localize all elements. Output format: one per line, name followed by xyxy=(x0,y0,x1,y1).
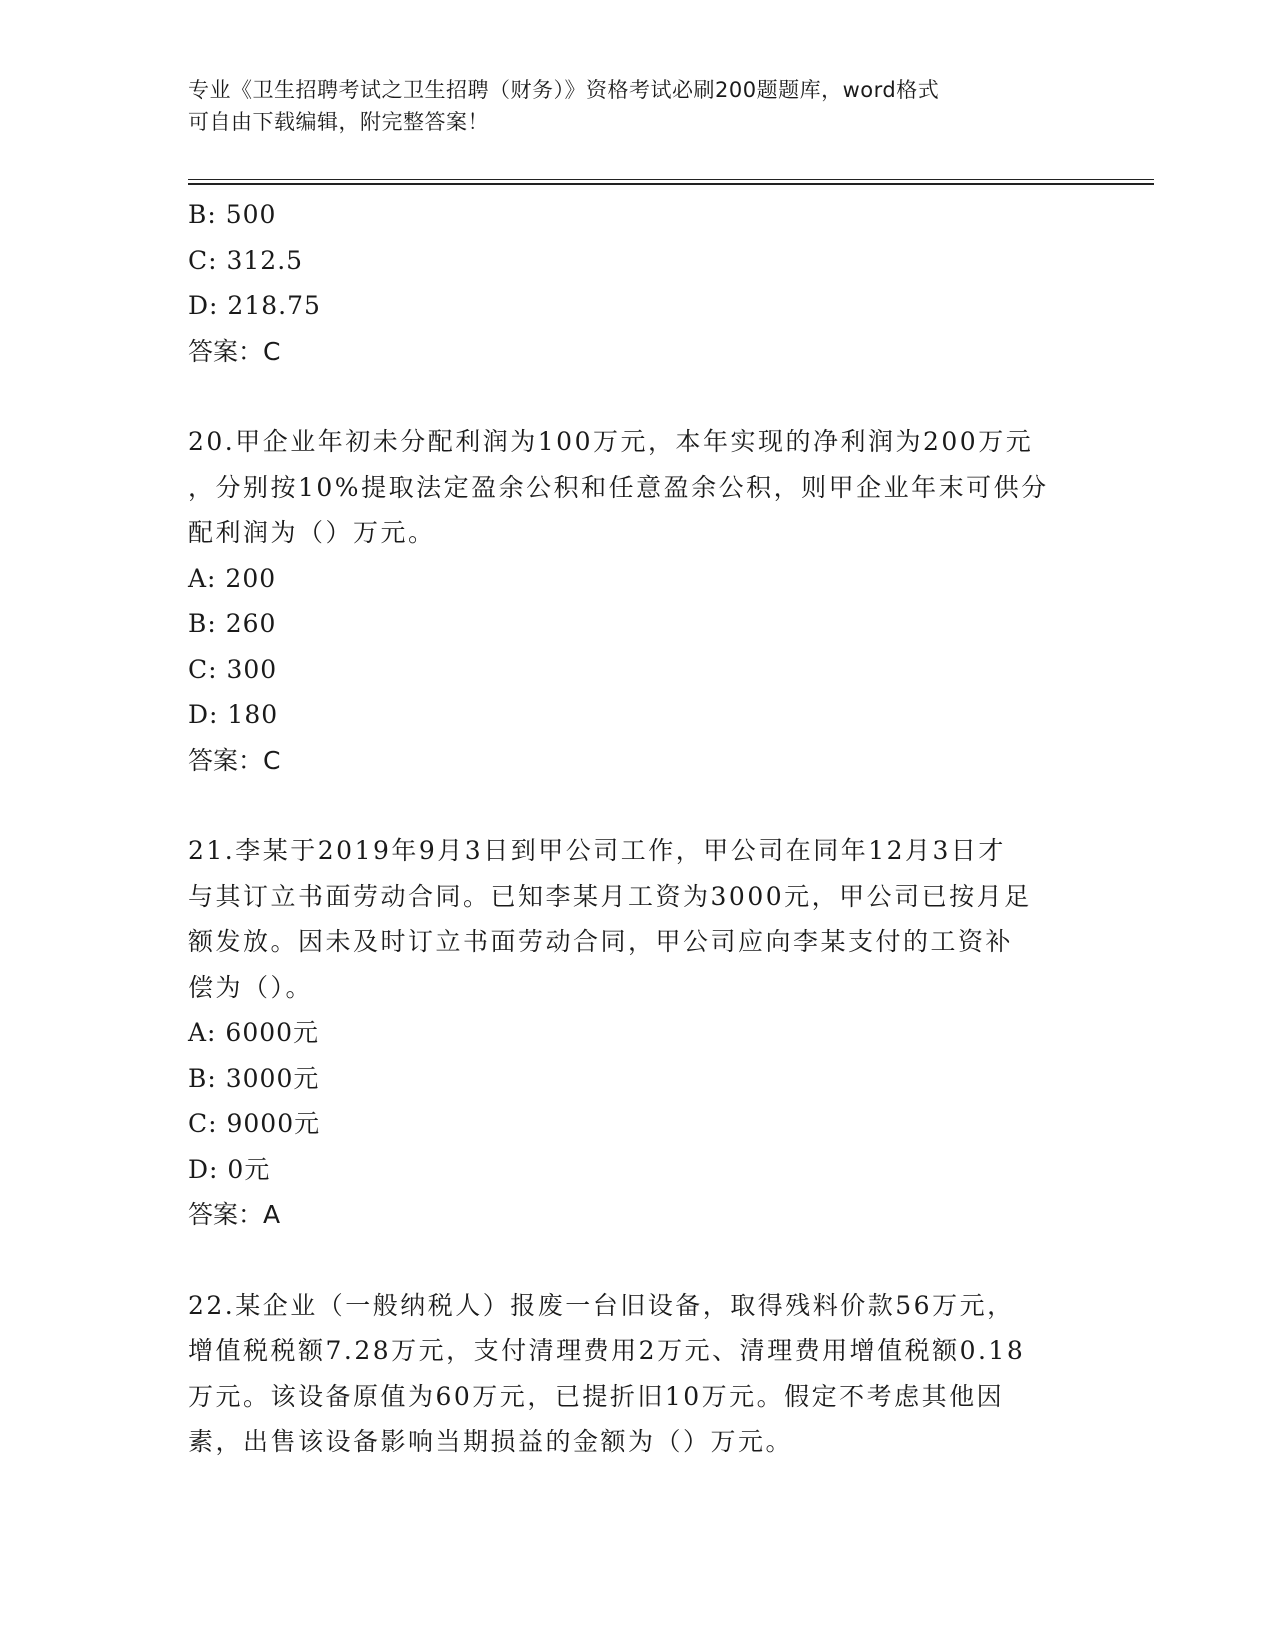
question-stem-line: 21.李某于2019年9月3日到甲公司工作，甲公司在同年12月3日才 xyxy=(188,836,1006,865)
question-content xyxy=(188,192,1088,1465)
question-20 xyxy=(188,419,1088,783)
option-c: C: 9000元 xyxy=(188,1109,321,1138)
answer-line: 答案：C xyxy=(188,745,281,775)
option-a: A: 6000元 xyxy=(188,1018,320,1047)
document-header xyxy=(188,74,1088,138)
question-stem-line: 与其订立书面劳动合同。已知李某月工资为3000元，甲公司已按月足 xyxy=(188,881,1032,911)
option-c: C: 312.5 xyxy=(188,245,304,275)
option-d: D: 180 xyxy=(188,700,279,729)
option-b: B: 260 xyxy=(188,609,277,638)
question-stem-line: 万元。该设备原值为60万元，已提折旧10万元。假定不考虑其他因 xyxy=(188,1381,1005,1411)
question-stem-line: ，分别按10%提取法定盈余公积和任意盈余公积，则甲企业年末可供分 xyxy=(188,472,1049,502)
answer-line: 答案：A xyxy=(188,1200,281,1229)
header-title-line-2: 可自由下载编辑，附完整答案！ xyxy=(188,110,489,134)
question-stem-line: 22.某企业（一般纳税人）报废一台旧设备，取得残料价款56万元， xyxy=(188,1290,1015,1320)
spacer xyxy=(188,374,1088,419)
question-stem-line: 素，出售该设备影响当期损益的金额为（）万元。 xyxy=(188,1427,794,1456)
question-stem-line: 配利润为（）万元。 xyxy=(188,518,436,547)
header-divider-thick xyxy=(188,183,1154,185)
option-c: C: 300 xyxy=(188,654,278,684)
question-stem-line: 增值税税额7.28万元，支付清理费用2万元、清理费用增值税额0.18 xyxy=(188,1336,1026,1365)
option-d: D: 218.75 xyxy=(188,291,321,320)
question-stem-line: 偿为（）。 xyxy=(188,972,314,1002)
option-b: B: 3000元 xyxy=(188,1063,320,1093)
header-divider-thin xyxy=(188,179,1154,180)
spacer xyxy=(188,1238,1088,1283)
question-stem-line: 20.甲企业年初未分配利润为100万元，本年实现的净利润为200万元 xyxy=(188,427,1034,456)
option-d: D: 0元 xyxy=(188,1154,271,1184)
question-22 xyxy=(188,1283,1088,1465)
question-21 xyxy=(188,828,1088,1238)
question-19-tail xyxy=(188,192,1088,374)
option-b: B: 500 xyxy=(188,200,277,229)
answer-line: 答案：C xyxy=(188,336,281,366)
header-title-line-1: 专业《卫生招聘考试之卫生招聘（财务）》资格考试必刷200题题库，word格式 xyxy=(188,78,940,102)
option-a: A: 200 xyxy=(188,563,277,593)
question-stem-line: 额发放。因未及时订立书面劳动合同，甲公司应向李某支付的工资补 xyxy=(188,927,1014,956)
spacer xyxy=(188,783,1088,828)
